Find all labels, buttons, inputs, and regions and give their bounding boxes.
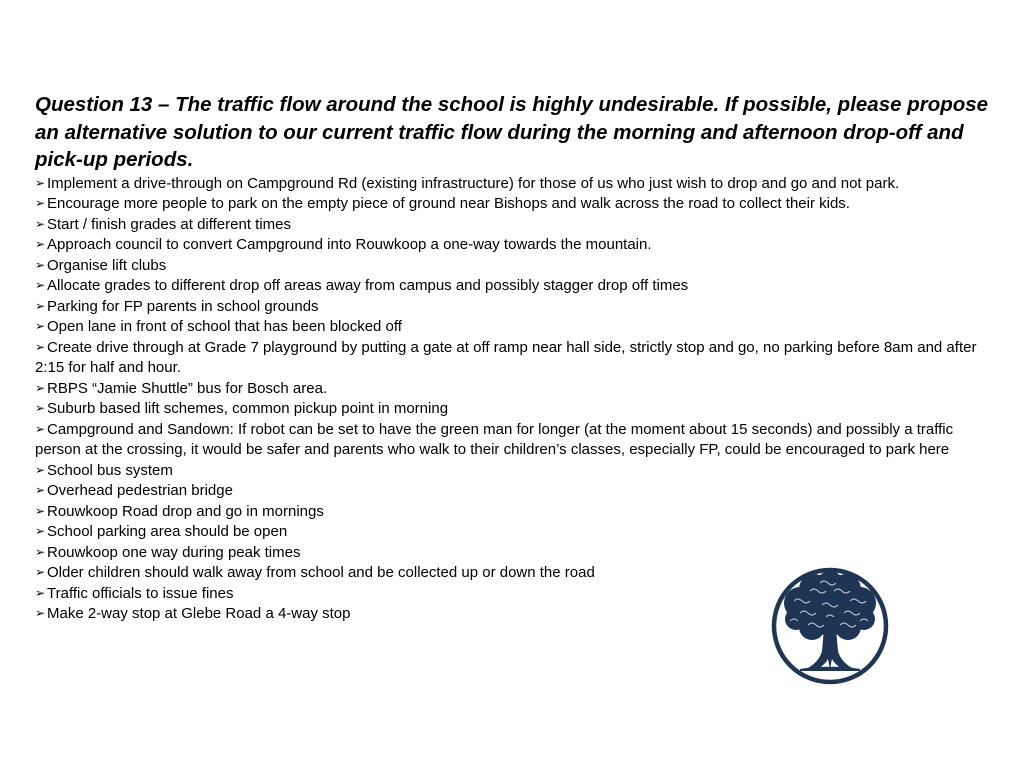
- list-item-text: Start / finish grades at different times: [47, 215, 292, 233]
- list-item-text: School bus system: [47, 461, 173, 479]
- content-area: [35, 91, 995, 625]
- list-item: [35, 317, 995, 338]
- question-heading: Question 13 – The traffic flow around the school is highly undesirable. If possible, please propose an alternative solution to our current traffic flow during the morning and afternoon drop-off and pick-up periods.: [35, 93, 989, 171]
- arrow-bullet-icon: ➢: [35, 196, 46, 210]
- list-item-text: Rouwkoop one way during peak times: [47, 543, 301, 561]
- arrow-bullet-icon: ➢: [35, 319, 46, 333]
- list-item-text: Approach council to convert Campground into Rouwkoop a one-way towards the mountain.: [47, 236, 652, 253]
- arrow-bullet-icon: ➢: [35, 421, 46, 436]
- list-item-text: Open lane in front of school that has been blocked off: [47, 318, 402, 335]
- list-item: [35, 276, 995, 297]
- list-item-text: Parking for FP parents in school grounds: [47, 297, 319, 315]
- arrow-bullet-icon: ➢: [35, 483, 46, 497]
- list-item-text: Allocate grades to different drop off areas away from campus and possibly stagger drop off times: [47, 277, 689, 294]
- list-item-text: Rouwkoop Road drop and go in mornings: [47, 502, 324, 520]
- list-item-text: Make 2-way stop at Glebe Road a 4-way stop: [47, 605, 351, 622]
- list-item-text: Implement a drive-through on Campground Rd (existing infrastructure) for those of us who just wish to drop and go and not park.: [47, 174, 900, 192]
- list-item: [35, 215, 995, 236]
- arrow-bullet-icon: ➢: [35, 503, 46, 518]
- arrow-bullet-icon: ➢: [35, 585, 46, 600]
- arrow-bullet-icon: ➢: [35, 237, 46, 251]
- arrow-bullet-icon: ➢: [35, 606, 46, 620]
- arrow-bullet-icon: ➢: [35, 401, 46, 415]
- list-item: [35, 543, 995, 564]
- arrow-bullet-icon: ➢: [35, 298, 46, 313]
- list-item-text: Older children should walk away from school and be collected up or down the road: [47, 564, 595, 581]
- list-item-text: School parking area should be open: [47, 523, 288, 540]
- arrow-bullet-icon: ➢: [35, 278, 46, 292]
- list-item: [35, 399, 995, 420]
- arrow-bullet-icon: ➢: [35, 175, 46, 190]
- list-item-text: Organise lift clubs: [47, 256, 167, 274]
- list-item: [35, 522, 995, 543]
- list-item-text: Campground and Sandown: If robot can be set to have the green man for longer (at the moment about 15 seconds) and possibly a traffic person at the crossing, it would be safer and parents who walk to their children’s classes, especially FP, could be encouraged to park here: [35, 420, 954, 458]
- arrow-bullet-icon: ➢: [35, 565, 46, 579]
- arrow-bullet-icon: ➢: [35, 380, 46, 395]
- list-item: [35, 194, 995, 215]
- list-item: [35, 481, 995, 502]
- list-item-text: Encourage more people to park on the empty piece of ground near Bishops and walk across the road to collect their kids.: [47, 195, 850, 212]
- list-item: [35, 297, 995, 318]
- arrow-bullet-icon: ➢: [35, 524, 46, 538]
- list-item: [35, 461, 995, 482]
- list-item-text: Create drive through at Grade 7 playground by putting a gate at off ramp near hall side, strictly stop and go, no parking before 8am and after 2:15 for half and hour.: [35, 338, 977, 376]
- list-item-text: RBPS “Jamie Shuttle” bus for Bosch area.: [47, 379, 328, 397]
- arrow-bullet-icon: ➢: [35, 339, 46, 354]
- list-item: [35, 502, 995, 523]
- list-item: [35, 420, 995, 461]
- answer-list: [35, 174, 995, 625]
- list-item-text: Suburb based lift schemes, common pickup point in morning: [47, 400, 449, 417]
- list-item: [35, 235, 995, 256]
- arrow-bullet-icon: ➢: [35, 257, 46, 272]
- list-item-text: Traffic officials to issue fines: [47, 584, 234, 602]
- arrow-bullet-icon: ➢: [35, 544, 46, 559]
- list-item: [35, 338, 995, 379]
- list-item: [35, 379, 995, 400]
- arrow-bullet-icon: ➢: [35, 216, 46, 231]
- list-item-text: Overhead pedestrian bridge: [47, 482, 233, 499]
- list-item: [35, 256, 995, 277]
- tree-logo-icon: [770, 565, 890, 687]
- list-item: [35, 174, 995, 195]
- arrow-bullet-icon: ➢: [35, 462, 46, 477]
